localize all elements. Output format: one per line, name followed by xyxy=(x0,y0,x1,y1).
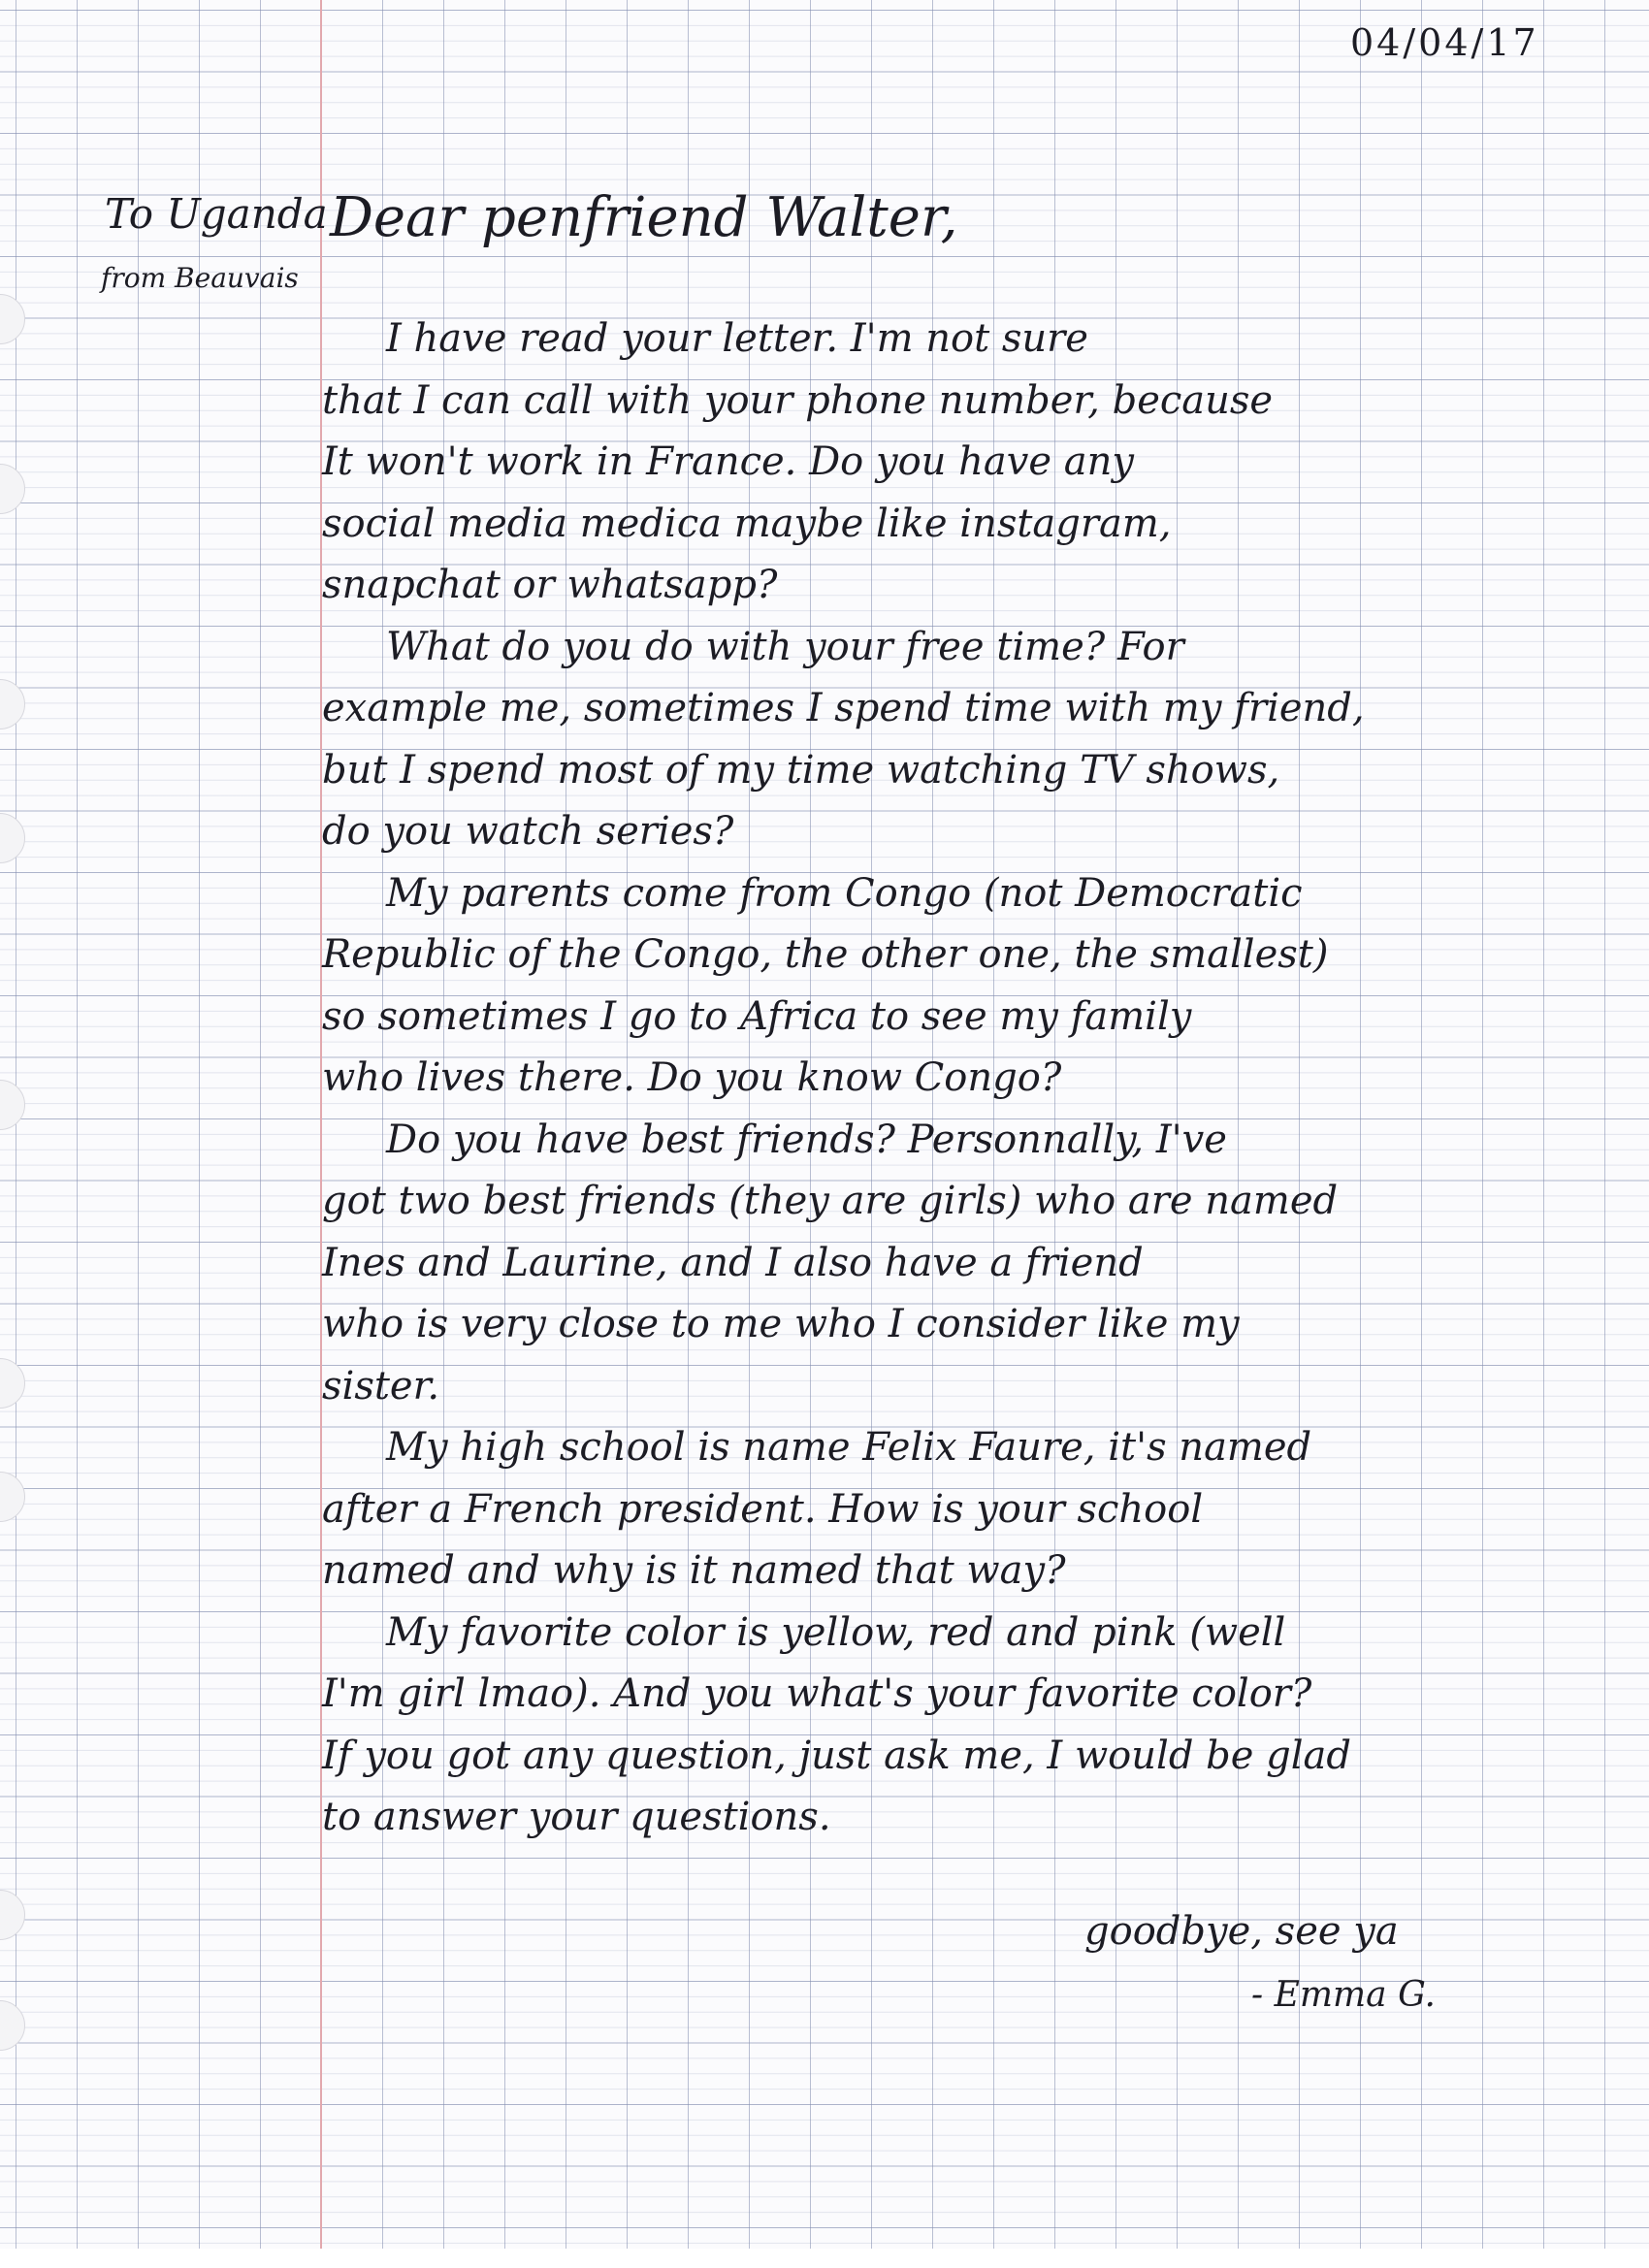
body-line xyxy=(322,801,1612,863)
body-line-text: to answer your questions. xyxy=(322,1795,831,1839)
body-line-text: but I spend most of my time watching TV shows, xyxy=(322,747,1280,793)
body-line-text: who lives there. Do you know Congo? xyxy=(322,1055,1062,1100)
body-line-text: My parents come from Congo (not Democratic xyxy=(386,870,1303,916)
body-line xyxy=(322,1726,1612,1788)
binder-hole xyxy=(0,1080,25,1130)
body-line xyxy=(322,924,1612,987)
body-line-text: example me, sometimes I spend time with my friend, xyxy=(322,686,1365,730)
body-line-text: do you watch series? xyxy=(322,809,734,854)
salutation: Dear penfriend Walter, xyxy=(330,186,958,249)
body-line xyxy=(322,1048,1612,1110)
body-line-text: Ines and Laurine, and I also have a friend xyxy=(322,1240,1144,1285)
body-line xyxy=(322,1417,1612,1479)
body-line xyxy=(322,308,1612,371)
body-line-text: so sometimes I go to Africa to see my family xyxy=(322,993,1192,1039)
body-line-text: after a French president. How is your school xyxy=(322,1486,1204,1532)
closing: goodbye, see ya xyxy=(1084,1909,1399,1954)
scan-bottom-edge xyxy=(0,2249,1649,2268)
binder-hole xyxy=(0,813,25,863)
body-line xyxy=(322,740,1612,802)
body-line xyxy=(322,371,1612,433)
binder-hole xyxy=(0,464,25,514)
letter-date: 04/04/17 xyxy=(1350,21,1539,64)
body-line xyxy=(322,432,1612,494)
body-line xyxy=(322,678,1612,740)
body-line xyxy=(322,1110,1612,1172)
body-line xyxy=(322,1233,1612,1295)
body-line-text: What do you do with your free time? For xyxy=(386,624,1184,669)
body-line xyxy=(322,1664,1612,1726)
body-line xyxy=(322,555,1612,617)
body-line-text: sister. xyxy=(322,1363,440,1409)
binder-hole xyxy=(0,679,25,729)
binder-hole xyxy=(0,1890,25,1940)
body-line xyxy=(322,1603,1612,1665)
body-line xyxy=(322,1356,1612,1418)
body-line-text: who is very close to me who I consider like my xyxy=(322,1302,1240,1346)
binder-hole xyxy=(0,2000,25,2051)
body-line xyxy=(322,1479,1612,1541)
body-line-text: snapchat or whatsapp? xyxy=(322,563,778,607)
body-line xyxy=(322,617,1612,679)
body-line-text: got two best friends (they are girls) who are named xyxy=(322,1179,1339,1223)
body-line-text: I'm girl lmao). And you what's your favorite color? xyxy=(322,1671,1312,1716)
body-line-text: social media medica maybe like instagram, xyxy=(322,501,1172,546)
body-line-text: My high school is name Felix Faure, it's named xyxy=(386,1425,1312,1470)
body-line xyxy=(322,494,1612,556)
body-line-text: that I can call with your phone number, because xyxy=(322,377,1274,423)
letter-body xyxy=(322,308,1612,1849)
body-line xyxy=(322,987,1612,1049)
body-line xyxy=(322,1787,1612,1849)
body-line-text: It won't work in France. Do you have any xyxy=(322,439,1134,484)
body-line-text: Do you have best friends? Personnally, I've xyxy=(386,1117,1227,1162)
binder-hole xyxy=(0,1472,25,1522)
recipient-country: To Uganda xyxy=(105,190,328,238)
body-line-text: My favorite color is yellow, red and pink (well xyxy=(386,1609,1286,1655)
body-line-text: named and why is it named that way? xyxy=(322,1548,1066,1593)
body-line xyxy=(322,863,1612,925)
binder-hole xyxy=(0,1358,25,1409)
signature: - Emma G. xyxy=(1251,1975,1436,2015)
body-line xyxy=(322,1171,1612,1233)
body-line-text: If you got any question, just ask me, I would be glad xyxy=(322,1733,1351,1778)
body-line xyxy=(322,1294,1612,1356)
body-line-text: I have read your letter. I'm not sure xyxy=(386,316,1088,361)
body-line xyxy=(322,1540,1612,1603)
body-line-text: Republic of the Congo, the other one, the smallest) xyxy=(322,932,1329,977)
binder-hole xyxy=(0,294,25,344)
sender-city: from Beauvais xyxy=(101,262,299,294)
